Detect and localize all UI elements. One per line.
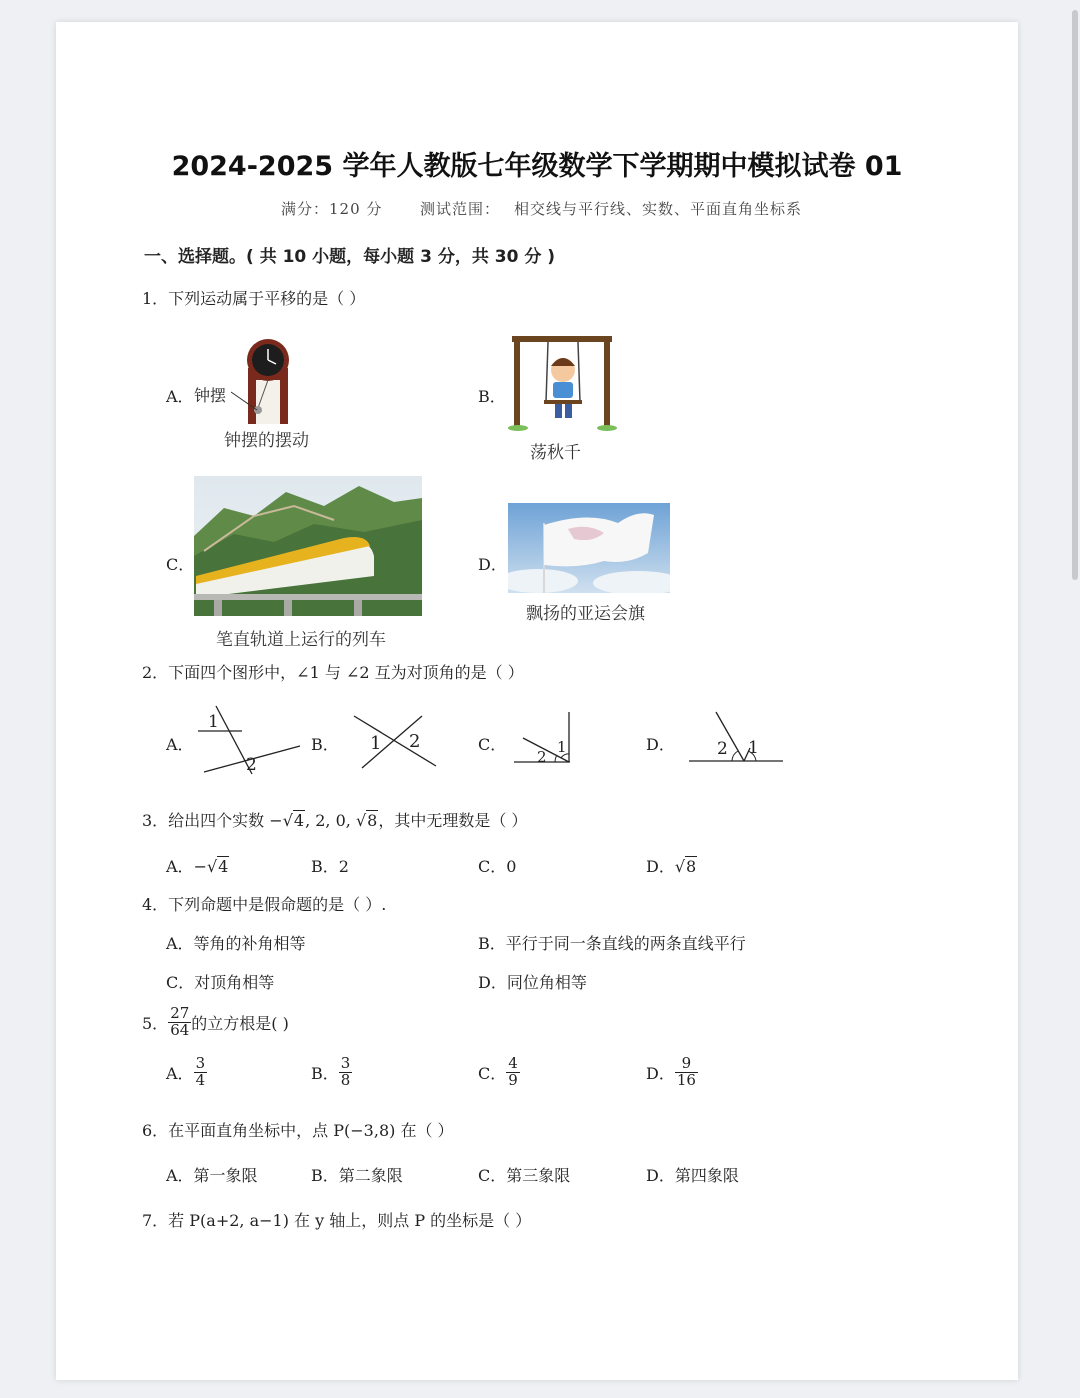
q3-option-a: A．−√4 — [166, 857, 229, 876]
q2-option-c-label: C． — [478, 735, 507, 754]
q1-option-c-label: C． — [166, 555, 195, 574]
swing-illustration — [508, 332, 618, 432]
scope-label: 测试范围： — [420, 200, 501, 218]
section-heading: 一、选择题。( 共 10 小题，每小题 3 分，共 30 分 ) — [144, 247, 556, 267]
q4-option-c: C．对顶角相等 — [166, 973, 275, 992]
angle-1-label: 1 — [370, 733, 382, 754]
q2-option-d-label: D． — [646, 735, 675, 754]
question-4-stem: 4．下列命题中是假命题的是（ ）. — [142, 895, 387, 914]
q6-option-b: B．第二象限 — [311, 1166, 403, 1185]
q1-option-d-label: D． — [478, 555, 507, 574]
q6-option-a: A．第一象限 — [166, 1166, 258, 1185]
question-5-stem: 5． $\frac{27}{64}$ 的立方根是( ) — [142, 1004, 289, 1039]
question-1-stem: 1．下列运动属于平移的是（ ） — [142, 289, 366, 308]
q3-option-b: B．2 — [311, 857, 349, 876]
angle-1-label: 1 — [557, 738, 567, 756]
full-score: 满分：120 分 — [281, 200, 383, 218]
q4-option-b: B．平行于同一条直线的两条直线平行 — [478, 934, 746, 953]
question-3-stem: 3．给出四个实数 −√4, 2, 0, √8，其中无理数是（ ） — [142, 811, 528, 830]
q6-option-c: C．第三象限 — [478, 1166, 571, 1185]
q4-option-a: A．等角的补角相等 — [166, 934, 306, 953]
question-2-stem: 2．下面四个图形中，∠1 与 ∠2 互为对顶角的是（ ） — [142, 663, 524, 682]
angle-1-label: 1 — [208, 712, 219, 732]
asian-games-flag-photo — [508, 503, 670, 593]
test-scope: 相交线与平行线、实数、平面直角坐标系 — [514, 200, 803, 218]
q3-option-d: D．√8 — [646, 857, 697, 876]
q1-option-c-caption: 笔直轨道上运行的列车 — [216, 630, 386, 650]
q3-option-c: C．0 — [478, 857, 517, 876]
question-6-stem: 6．在平面直角坐标中，点 P(−3,8) 在（ ） — [142, 1121, 454, 1140]
q5-option-a: A． $\frac{3}{4}$ — [166, 1054, 206, 1089]
q5-option-d: D． $\frac{9}{16}$ — [646, 1054, 696, 1089]
exam-page — [56, 22, 1018, 1380]
angle-figure-a — [194, 704, 306, 776]
q1-option-d-caption: 飘扬的亚运会旗 — [526, 604, 645, 624]
angle-2-label: 2 — [246, 755, 257, 775]
angle-2-label: 2 — [409, 731, 421, 752]
pendulum-clock-illustration — [226, 338, 306, 428]
angle-figure-b — [348, 712, 440, 770]
question-7-stem: 7．若 P(a+2, a−1) 在 y 轴上，则点 P 的坐标是（ ） — [142, 1211, 532, 1230]
q6-option-d: D．第四象限 — [646, 1166, 739, 1185]
q2-option-a-label: A． — [166, 735, 194, 754]
angle-1-label: 1 — [748, 738, 759, 758]
scrollbar[interactable] — [1072, 10, 1078, 580]
q4-option-d: D．同位角相等 — [478, 973, 587, 992]
q1-option-a-inline-label: 钟摆 — [194, 386, 227, 405]
exam-title: 2024-2025 学年人教版七年级数学下学期期中模拟试卷 01 — [171, 151, 903, 182]
train-on-track-photo — [194, 476, 422, 616]
angle-figure-c — [511, 710, 575, 768]
q1-option-b-caption: 荡秋千 — [530, 443, 581, 463]
angle-2-label: 2 — [717, 739, 728, 759]
q5-option-b: B． $\frac{3}{8}$ — [311, 1054, 351, 1089]
angle-figure-d — [686, 708, 786, 766]
q1-option-a-caption: 钟摆的摆动 — [224, 431, 309, 451]
q2-option-b-label: B． — [311, 735, 339, 754]
angle-2-label: 2 — [537, 748, 547, 766]
q1-option-a-label: A． — [166, 387, 194, 406]
q5-option-c: C． $\frac{4}{9}$ — [478, 1054, 518, 1089]
q1-option-b-label: B． — [478, 387, 506, 406]
